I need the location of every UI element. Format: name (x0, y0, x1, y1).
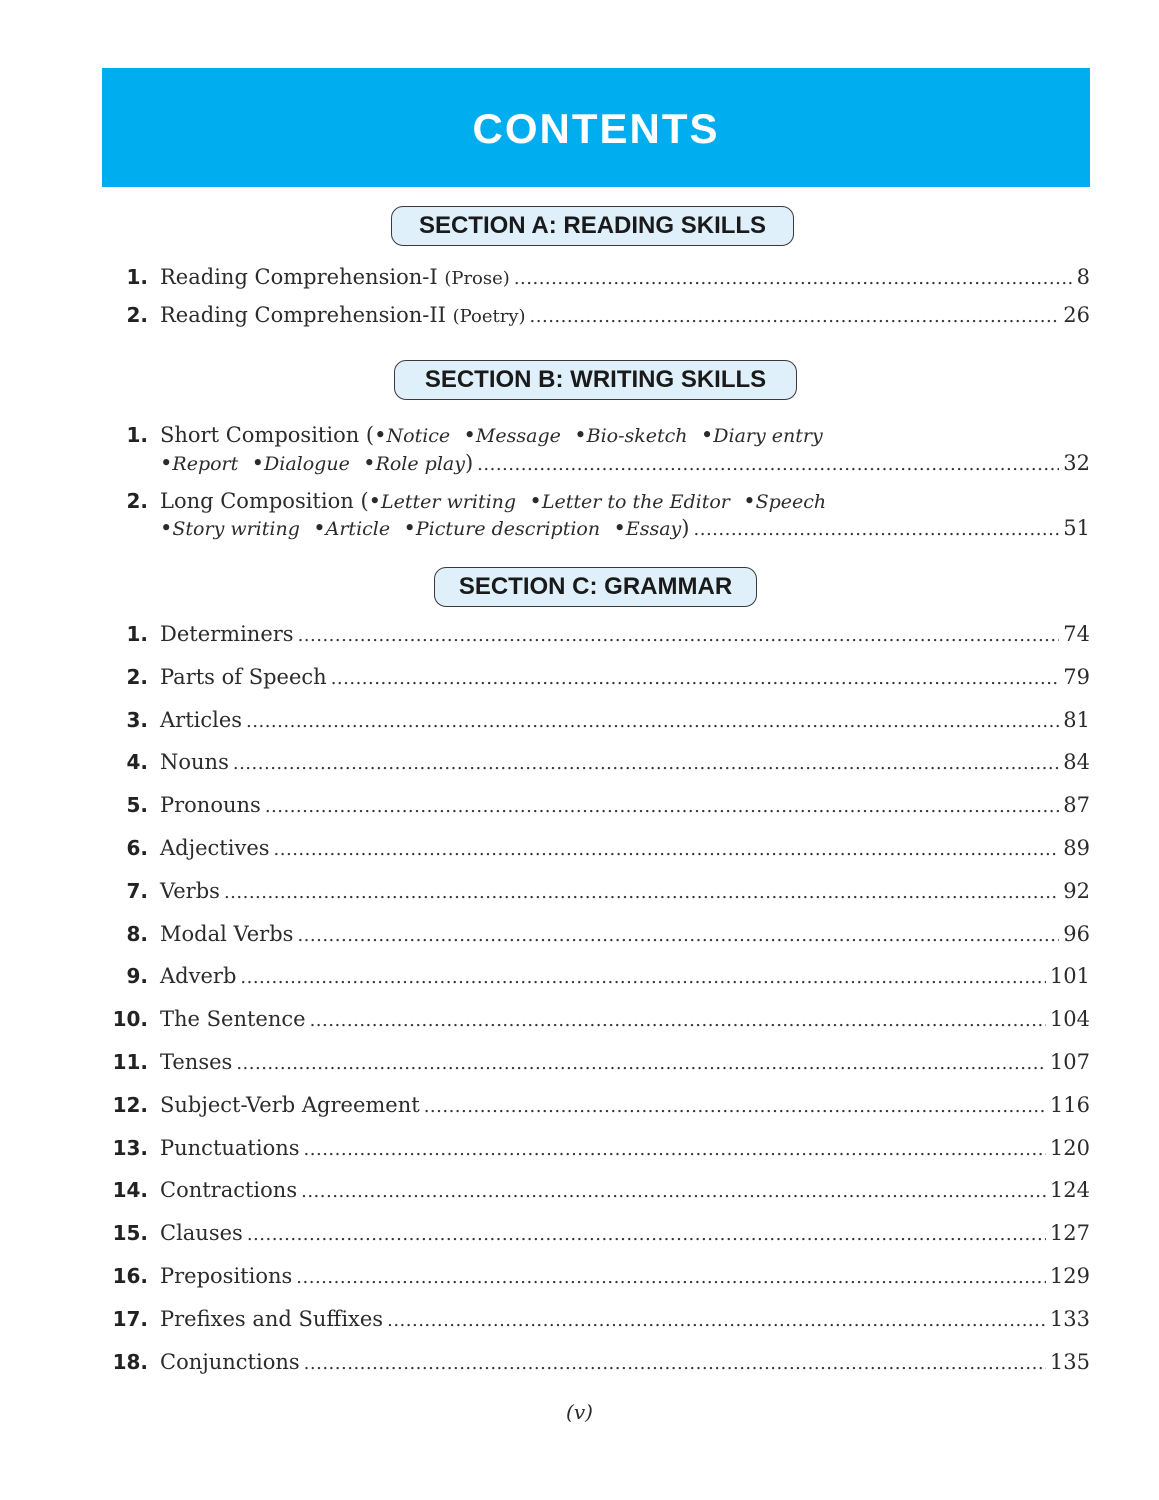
dot-leader (514, 266, 1073, 292)
page-number: (v) (566, 1400, 593, 1424)
section-c-heading: SECTION C: GRAMMAR (434, 567, 757, 607)
entry-title: Articles (160, 707, 243, 732)
dot-leader (694, 517, 1060, 543)
dot-leader (301, 1179, 1046, 1205)
dot-leader (297, 923, 1059, 949)
entry-title: Parts of Speech (160, 664, 327, 689)
entry-title: Long Composition (•Letter writing •Letter to the Editor •Speech (160, 489, 827, 513)
entry-page: 84 (1063, 750, 1090, 775)
entry-title: The Sentence (160, 1007, 306, 1032)
toc-entry[interactable] (100, 664, 1090, 692)
entry-title: Reading Comprehension-II (Poetry) (160, 303, 526, 327)
contents-banner (102, 68, 1090, 187)
entry-number: 6. (126, 836, 148, 860)
entry-page: 135 (1049, 1349, 1090, 1374)
entry-page: 124 (1049, 1178, 1090, 1203)
dot-leader (387, 1308, 1046, 1334)
dot-leader (331, 666, 1060, 692)
toc-entry[interactable] (100, 921, 1090, 949)
entry-number: 12. (112, 1092, 148, 1117)
entry-page: 81 (1063, 707, 1090, 732)
entry-number: 1. (126, 265, 148, 289)
entry-number: 5. (126, 793, 148, 818)
entry-title: Clauses (160, 1221, 243, 1246)
dot-leader (304, 1137, 1046, 1163)
toc-entry[interactable] (100, 1092, 1090, 1120)
entry-number: 2. (126, 303, 148, 327)
entry-title: Adverb (160, 964, 237, 989)
toc-entry[interactable] (100, 1220, 1090, 1248)
entry-number: 16. (112, 1264, 148, 1288)
dot-leader (274, 837, 1060, 863)
entry-title: Reading Comprehension-I (Prose) (160, 265, 510, 289)
toc-entry[interactable] (100, 1349, 1090, 1377)
entry-title: Verbs (160, 878, 220, 903)
dot-leader (236, 1051, 1046, 1077)
toc-entry[interactable] (100, 1306, 1090, 1334)
entry-page: 133 (1049, 1306, 1090, 1331)
toc-entry[interactable] (100, 488, 1090, 515)
entry-title: Prepositions (160, 1264, 293, 1288)
dot-leader (246, 709, 1059, 735)
toc-entry[interactable] (100, 792, 1090, 820)
entry-number: 7. (126, 878, 148, 903)
entry-number: 17. (112, 1306, 148, 1331)
section-a-heading: SECTION A: READING SKILLS (391, 206, 794, 246)
entry-number: 14. (112, 1178, 148, 1203)
dot-leader (265, 794, 1059, 820)
entry-number: 9. (126, 964, 148, 989)
toc-entry-continuation (160, 450, 1090, 478)
toc-entry[interactable] (100, 1049, 1090, 1077)
dot-leader (247, 1222, 1046, 1248)
entry-subtopics: •Story writing •Article •Picture description •Essay) (160, 516, 690, 540)
dot-leader (424, 1094, 1046, 1120)
entry-page: 74 (1063, 622, 1090, 646)
entry-title: Punctuations (160, 1135, 300, 1160)
entry-title: Tenses (160, 1050, 233, 1074)
entry-page: 8 (1076, 265, 1090, 289)
entry-page: 96 (1063, 921, 1090, 946)
entry-title: Conjunctions (160, 1349, 300, 1374)
toc-entry[interactable] (100, 1177, 1090, 1205)
entry-number: 18. (112, 1349, 148, 1374)
entry-number: 15. (112, 1221, 148, 1246)
entry-title: Pronouns (160, 793, 261, 818)
toc-entry[interactable] (100, 835, 1090, 863)
entry-number: 8. (126, 921, 148, 946)
dot-leader (477, 452, 1059, 478)
toc-entry[interactable] (100, 749, 1090, 777)
entry-page: 127 (1049, 1221, 1090, 1246)
entry-page: 92 (1063, 878, 1090, 903)
dot-leader (304, 1351, 1046, 1377)
entry-page: 79 (1063, 664, 1090, 689)
entry-page: 116 (1049, 1092, 1090, 1117)
entry-page: 89 (1063, 836, 1090, 860)
toc-entry[interactable] (100, 1006, 1090, 1034)
section-b-heading: SECTION B: WRITING SKILLS (394, 360, 797, 400)
entry-number: 4. (126, 750, 148, 775)
entry-page: 32 (1063, 451, 1090, 475)
entry-title: Nouns (160, 750, 229, 775)
toc-entry[interactable] (100, 422, 1090, 449)
dot-leader (224, 880, 1059, 906)
entry-page: 129 (1049, 1264, 1090, 1288)
entry-page: 120 (1049, 1135, 1090, 1160)
entry-title: Modal Verbs (160, 921, 294, 946)
entry-title: Contractions (160, 1178, 298, 1203)
page-title: CONTENTS (472, 104, 720, 152)
entry-number: 1. (126, 622, 148, 646)
entry-number: 1. (126, 423, 148, 447)
entry-number: 2. (126, 664, 148, 689)
entry-title: Adjectives (160, 836, 270, 860)
dot-leader (530, 304, 1060, 330)
entry-page: 101 (1049, 964, 1090, 989)
dot-leader (298, 623, 1060, 649)
toc-entry[interactable] (100, 963, 1090, 991)
entry-page: 51 (1063, 516, 1090, 540)
dot-leader (310, 1008, 1046, 1034)
dot-leader (233, 751, 1059, 777)
entry-page: 104 (1049, 1007, 1090, 1032)
toc-entry[interactable] (100, 302, 1090, 330)
entry-page: 107 (1049, 1050, 1090, 1074)
dot-leader (296, 1265, 1046, 1291)
toc-entry[interactable] (100, 621, 1090, 649)
entry-title: Determiners (160, 622, 294, 646)
entry-number: 10. (112, 1007, 148, 1032)
entry-title: Short Composition (•Notice •Message •Bio-sketch •Diary entry (160, 423, 823, 447)
toc-entry[interactable] (100, 264, 1090, 292)
entry-number: 11. (112, 1050, 148, 1074)
entry-title: Prefixes and Suffixes (160, 1306, 384, 1331)
toc-entry[interactable] (100, 1135, 1090, 1163)
toc-entry[interactable] (100, 1263, 1090, 1291)
dot-leader (240, 965, 1046, 991)
entry-subtopics: •Report •Dialogue •Role play) (160, 451, 474, 475)
entry-page: 26 (1063, 303, 1090, 327)
entry-page: 87 (1063, 793, 1090, 818)
toc-entry[interactable] (100, 878, 1090, 906)
toc-entry[interactable] (100, 707, 1090, 735)
entry-number: 3. (126, 707, 148, 732)
entry-number: 13. (112, 1135, 148, 1160)
toc-entry-continuation (160, 515, 1090, 543)
entry-number: 2. (126, 489, 148, 513)
entry-title: Subject-Verb Agreement (160, 1092, 420, 1117)
